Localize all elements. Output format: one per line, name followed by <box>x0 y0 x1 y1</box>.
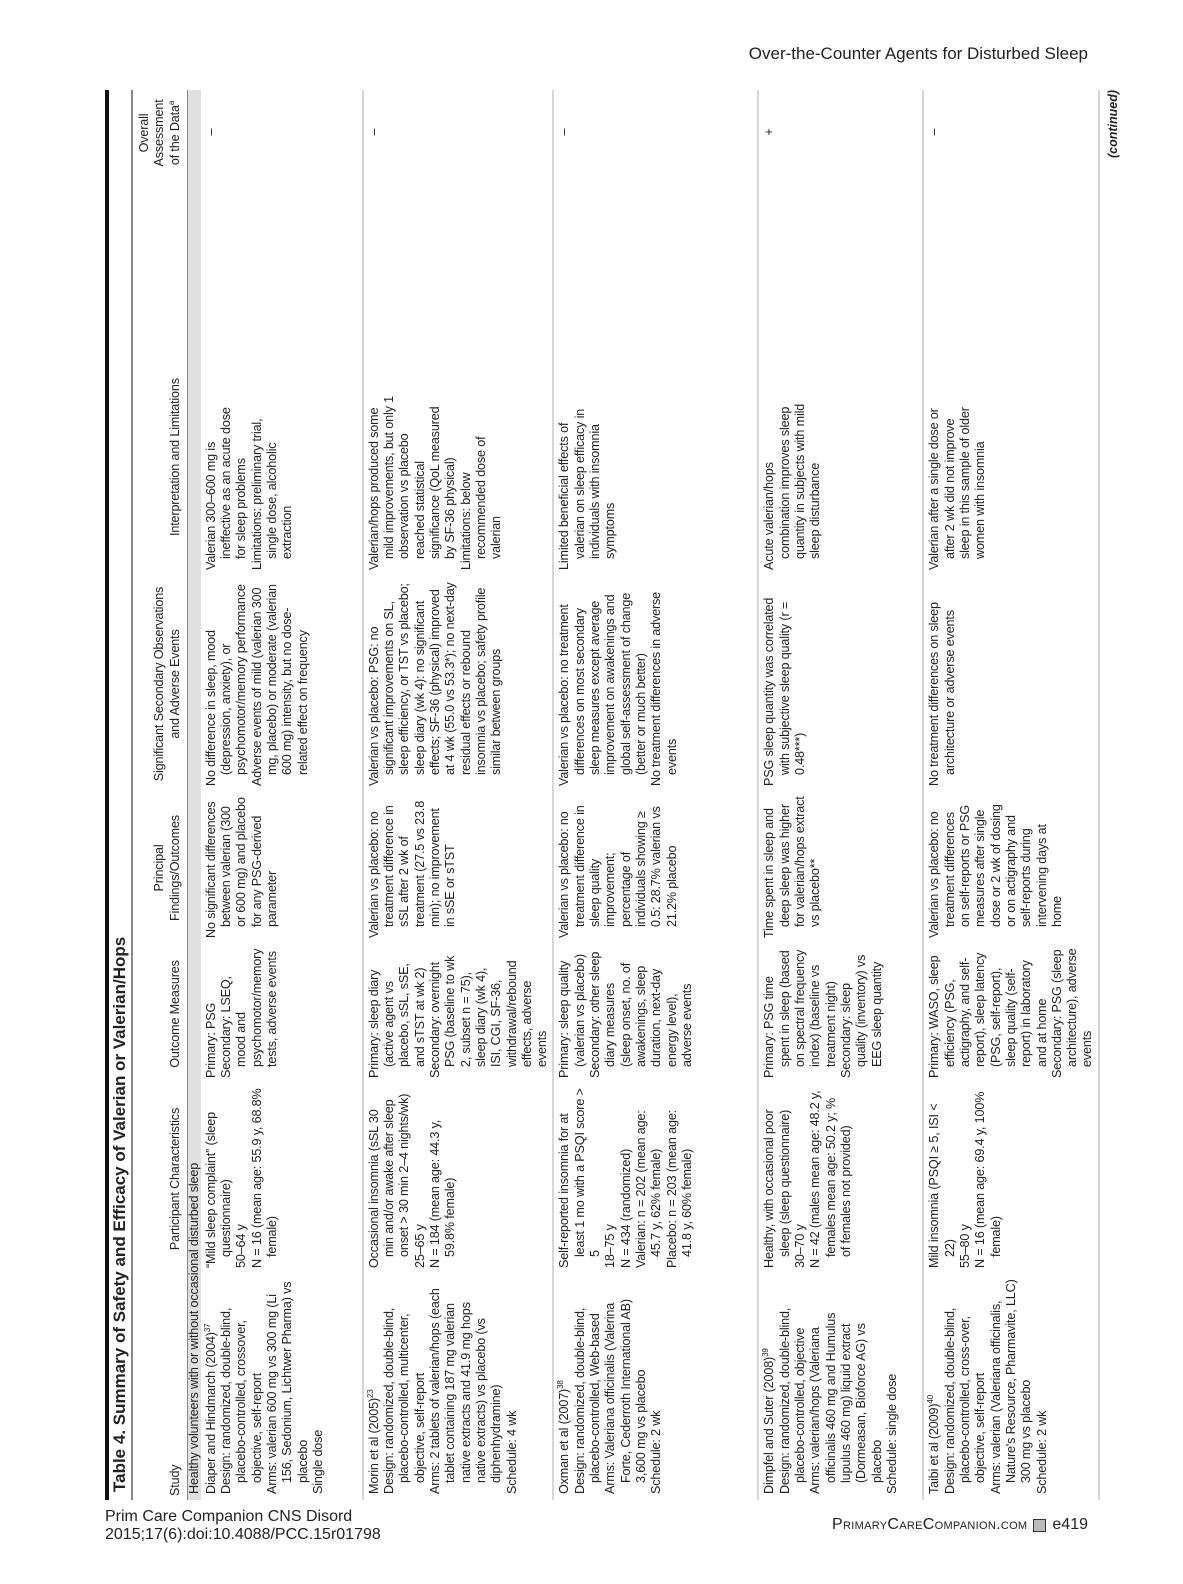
study-name-text: Morin et al (2005) <box>366 1398 381 1494</box>
cell-study <box>758 1274 923 1500</box>
header-outcomes: Outcome Measures <box>133 944 187 1084</box>
cell-outcomes <box>758 944 923 1084</box>
study-detail: Arms: Valeriana officinalis (Valerina Forte, Cederroth International AB) 3,600 mg vs placebo <box>603 1299 648 1494</box>
header-secondary: Significant Secondary Observations and Adverse Events <box>133 576 187 792</box>
cell-interpretation <box>363 176 554 576</box>
footnote-marker: a <box>166 100 176 106</box>
reference-number: 23 <box>365 1389 375 1398</box>
footer-doi: 2015;17(6):doi:10.4088/PCC.15r01798 <box>105 1526 381 1543</box>
cell-participants <box>923 1084 1098 1274</box>
cell-outcomes <box>363 944 554 1084</box>
interpretation-entry: Limitations: below recommended dose of valerian <box>458 436 504 570</box>
participants-entry: 18–75 y <box>603 1224 618 1268</box>
study-detail: Design: randomized, double-blind, placebo-controlled, cross-over, objective, self-report <box>942 1307 988 1494</box>
section-row <box>187 90 201 1500</box>
cell-participants <box>758 1084 923 1274</box>
cell-findings <box>553 792 758 944</box>
interpretation-entry: Limited beneficial effects of valerian on sleep efficacy in individuals with insomnia symptoms <box>557 408 618 570</box>
study-detail: Arms: 2 tablets of valerian/hops (each tablet containing 187 mg valerian native extracts and 41.9 mg hops native extracts) vs placebo (vs diphenhydramine) <box>428 1288 504 1494</box>
participants-entry: Occasional insomnia (sSL 30 min and/or awake after sleep onset > 30 min 2–4 nights/wk) <box>366 1093 412 1268</box>
cell-secondary <box>923 576 1098 792</box>
study-detail: Schedule: single dose <box>884 1373 899 1494</box>
outcomes-entry: Primary: WASO, sleep efficiency (PSG, actigraphy, and self-report), sleep latency (PSG, self-report), sleep quality (self-report) in laboratory and at home <box>927 952 1049 1078</box>
header-findings: Principal Findings/Outcomes <box>133 792 187 944</box>
cell-outcomes <box>553 944 758 1084</box>
reference-number: 37 <box>202 1323 212 1333</box>
footer-site-link[interactable]: PrimaryCareCompanion.com <box>832 1516 1028 1533</box>
table-row <box>758 90 923 1500</box>
cell-outcomes <box>201 944 363 1084</box>
study-detail: Schedule: 2 wk <box>1034 1410 1049 1494</box>
header-interpretation: Interpretation and Limitations <box>133 176 187 576</box>
cell-interpretation <box>923 176 1098 576</box>
outcomes-entry: Primary: sleep quality (valerian vs placebo) <box>557 953 587 1078</box>
rotated-table-container <box>105 90 1120 1500</box>
participants-entry: N = 16 (mean age: 55.9 y, 68.8% female) <box>249 1088 280 1268</box>
secondary-entry: No difference in sleep, mood (depression, anxiety), or psychomotor/memory performance <box>203 584 249 786</box>
study-detail: Schedule: 2 wk <box>649 1410 664 1494</box>
study-name-text: Oxman et al (2007) <box>557 1388 572 1494</box>
table-row <box>923 90 1098 1500</box>
secondary-entry: Valerian vs placebo: no treatment differences on most secondary sleep measures except average improvement on awakenings and global self-assessment of change (better or much better) <box>557 592 648 786</box>
cell-interpretation <box>553 176 758 576</box>
section-label: Healthy volunteers with or without occasional disturbed sleep <box>187 90 201 1500</box>
cell-participants <box>363 1084 554 1274</box>
participants-entry: N = 42 (males mean age: 48.2 y, females mean age: 50.2 y; % of females not provided) <box>808 1090 853 1268</box>
table-row <box>363 90 554 1500</box>
study-detail: Design: randomized, double-blind, placebo-controlled, crossover, objective, self-report <box>219 1307 264 1494</box>
table-row <box>201 90 363 1500</box>
study-detail: Arms: valerian (Valeriana officinalis, Nature's Resource, Pharmavite, LLC) 300 mg vs placebo <box>988 1279 1034 1494</box>
study-name <box>762 1278 777 1494</box>
study-detail: Design: randomized, double-blind, placebo-controlled, multicenter, objective, self-report <box>382 1307 427 1494</box>
participants-entry: “Mild sleep complaint” (sleep questionnaire) <box>203 1112 234 1268</box>
study-detail: Design: randomized, double-blind, placebo-controlled, objective <box>777 1307 808 1494</box>
cell-secondary <box>363 576 554 792</box>
interpretation-entry: Limitations: preliminary trial, single dose, alcoholic extraction <box>249 418 295 570</box>
secondary-entry: No treatment differences on sleep architecture or adverse events <box>927 602 957 786</box>
cell-overall-assessment: – <box>201 90 363 176</box>
outcomes-entry: Secondary: sleep quality (inventory) vs EEG sleep quantity <box>838 954 884 1078</box>
findings-entry: Valerian vs placebo: no treatment differences on self-reports or PSG measures after single dose or 2 wk of dosing or on actigraphy and self-reports during intervening days at home <box>927 804 1064 938</box>
participants-entry: Valerian: n = 202 (mean age: 45.7 y, 62% female) <box>633 1110 664 1268</box>
participants-entry: 30–70 y <box>793 1224 808 1268</box>
secondary-entry: No treatment differences in adverse events <box>649 591 679 786</box>
cell-findings <box>923 792 1098 944</box>
cell-overall-assessment: – <box>553 90 758 176</box>
running-head: Over-the-Counter Agents for Disturbed Sleep <box>748 44 1088 63</box>
cell-secondary <box>553 576 758 792</box>
findings-entry: Valerian vs placebo: no treatment difference in sSL after 2 wk of treatment (27.5 vs 23.8 min); no improvement in sSE or sTST <box>366 800 458 938</box>
cell-outcomes <box>923 944 1098 1084</box>
continued-note: (continued) <box>1105 90 1120 159</box>
findings-entry: No significant differences between valerian (300 or 600 mg) and placebo for any PSG-derived parameter <box>203 797 280 938</box>
cell-interpretation <box>758 176 923 576</box>
footer-citation <box>105 1508 381 1544</box>
cell-study <box>363 1274 554 1500</box>
page-number: e419 <box>1052 1516 1088 1533</box>
interpretation-entry: Valerian 300–600 mg is ineffective as an acute dose for sleep problems <box>203 407 249 570</box>
participants-entry: 50–64 y <box>234 1224 249 1268</box>
cell-findings <box>363 792 554 944</box>
header-overall-label: Overall Assessment of the Data <box>137 99 182 167</box>
outcomes-entry: Secondary: overnight PSG (baseline to wk 2, subset n = 75), sleep diary (wk 4), ISI, CGI, SF-36, withdrawal/rebound effects, adverse events <box>428 955 550 1078</box>
study-detail: Schedule: 4 wk <box>504 1410 519 1494</box>
participants-entry: N = 16 (mean age: 69.4 y, 100% female) <box>973 1091 1003 1268</box>
study-name <box>204 1278 219 1494</box>
cell-study <box>923 1274 1098 1500</box>
header-overall <box>133 90 187 176</box>
cell-participants <box>201 1084 363 1274</box>
study-name <box>927 1278 942 1494</box>
cell-findings <box>201 792 363 944</box>
outcomes-entry: Secondary: PSG (sleep architecture), adverse events <box>1049 948 1095 1078</box>
cell-interpretation <box>201 176 363 576</box>
secondary-entry: PSG sleep quantity was correlated with subjective sleep quality (r = 0.48***) <box>762 597 808 786</box>
participants-entry: 55–80 y <box>958 1224 973 1268</box>
secondary-entry: Valerian vs placebo: PSG: no significant improvements on SL, sleep efficiency, or TST vs placebo; sleep diary (wk 4): no significant effects; SF-36 (physical) improved at 4 wk (55.0 vs 53.3*); no next-day residual effects or rebound insomnia vs placebo; safety profile similar between groups <box>366 582 504 786</box>
reference-number: 39 <box>761 1348 771 1357</box>
findings-entry: Valerian vs placebo: no treatment difference in sleep quality improvement; percentage of individuals showing ≥ 0.5: 28.7% valerian vs 21.2% placebo <box>557 805 679 938</box>
table-row <box>553 90 758 1500</box>
participants-entry: N = 434 (randomized) <box>618 1148 633 1268</box>
cell-study <box>201 1274 363 1500</box>
cell-participants <box>553 1084 758 1274</box>
study-name <box>367 1278 382 1494</box>
study-detail: Arms: valerian/hops (Valeriana officinalis 460 mg and Humulus lupulus 460 mg) liquid extract (Dormeasan, Bioforce AG) vs placebo <box>808 1312 884 1494</box>
cell-overall-assessment: – <box>363 90 554 176</box>
header-study: Study <box>133 1274 187 1500</box>
valerian-summary-table <box>133 90 1100 1500</box>
participants-entry: Self-reported insomnia for at least 1 mo with a PSQI score > 5 <box>557 1088 603 1268</box>
secondary-entry: Adverse events of mild (valerian 300 mg, placebo) or moderate (valerian 600 mg) intensity, but no dose-related effect on frequency <box>249 584 310 786</box>
square-icon <box>1033 1519 1046 1532</box>
cell-secondary <box>201 576 363 792</box>
table-title: Table 4. Summary of Safety and Efficacy of Valerian or Valerian/Hops <box>109 90 133 1500</box>
reference-number: 38 <box>556 1380 566 1389</box>
outcomes-entry: Secondary: other sleep diary measures (sleep onset, no. of awakenings, sleep duration, next-day energy level), adverse events <box>588 951 694 1078</box>
interpretation-entry: Valerian/hops produced some mild improvements, but only 1 observation vs placebo reached statistical significance (QoL measured by SF-36 physical) <box>366 396 458 570</box>
study-name <box>557 1278 572 1494</box>
cell-study <box>553 1274 758 1500</box>
outcomes-entry: Primary: sleep diary (active agent vs placebo, sSL, sSE, and sTST at wk 2) <box>366 963 427 1078</box>
header-row <box>133 90 187 1500</box>
findings-entry: Time spent in sleep and deep sleep was higher for valerian/hops extract vs placebo** <box>762 796 823 938</box>
cell-findings <box>758 792 923 944</box>
footer-journal: Prim Care Companion CNS Disord <box>105 1508 353 1525</box>
cell-overall-assessment: + <box>758 90 923 176</box>
study-detail: Arms: valerian 600 mg vs 300 mg (Li 156, Sedonium, Lichtwer Pharma) vs placebo <box>265 1281 310 1494</box>
study-detail: Design: randomized, double-blind, placebo-controlled, Web-based <box>572 1307 603 1494</box>
study-name-text: Dimpfel and Suter (2008) <box>762 1356 777 1494</box>
header-participants: Participant Characteristics <box>133 1084 187 1274</box>
participants-entry: N = 184 (mean age: 44.3 y, 59.8% female) <box>428 1119 458 1268</box>
cell-overall-assessment: – <box>923 90 1098 176</box>
study-detail: Single dose <box>310 1429 325 1494</box>
participants-entry: Mild insomnia (PSQI ≥ 5, ISI < 22) <box>927 1103 957 1268</box>
interpretation-entry: Valerian after a single dose or after 2 wk did not improve sleep in this sample of older women with insomnia <box>927 407 988 570</box>
outcomes-entry: Primary: PSG time spent in sleep (based on spectral frequency index) (baseline vs treatment night) <box>762 949 838 1078</box>
cell-secondary <box>758 576 923 792</box>
interpretation-entry: Acute valerian/hops combination improves sleep quantity in subjects with mild sleep disturbance <box>762 403 823 570</box>
outcomes-entry: Secondary: LSEQ, mood and psychomotor/memory tests, adverse events <box>219 948 280 1078</box>
study-name-text: Taibi et al (2009) <box>927 1403 942 1494</box>
participants-entry: Healthy, with occasional poor sleep (sleep questionnaire) <box>762 1109 792 1268</box>
outcomes-entry: Primary: PSG <box>203 1002 218 1078</box>
reference-number: 40 <box>926 1394 936 1404</box>
participants-entry: 25–65 y <box>412 1224 427 1268</box>
footer-site <box>832 1516 1088 1534</box>
study-name-text: Diaper and Hindmarch (2004) <box>203 1332 218 1494</box>
participants-entry: Placebo: n = 203 (mean age: 41.8 y, 60% female) <box>664 1109 694 1268</box>
